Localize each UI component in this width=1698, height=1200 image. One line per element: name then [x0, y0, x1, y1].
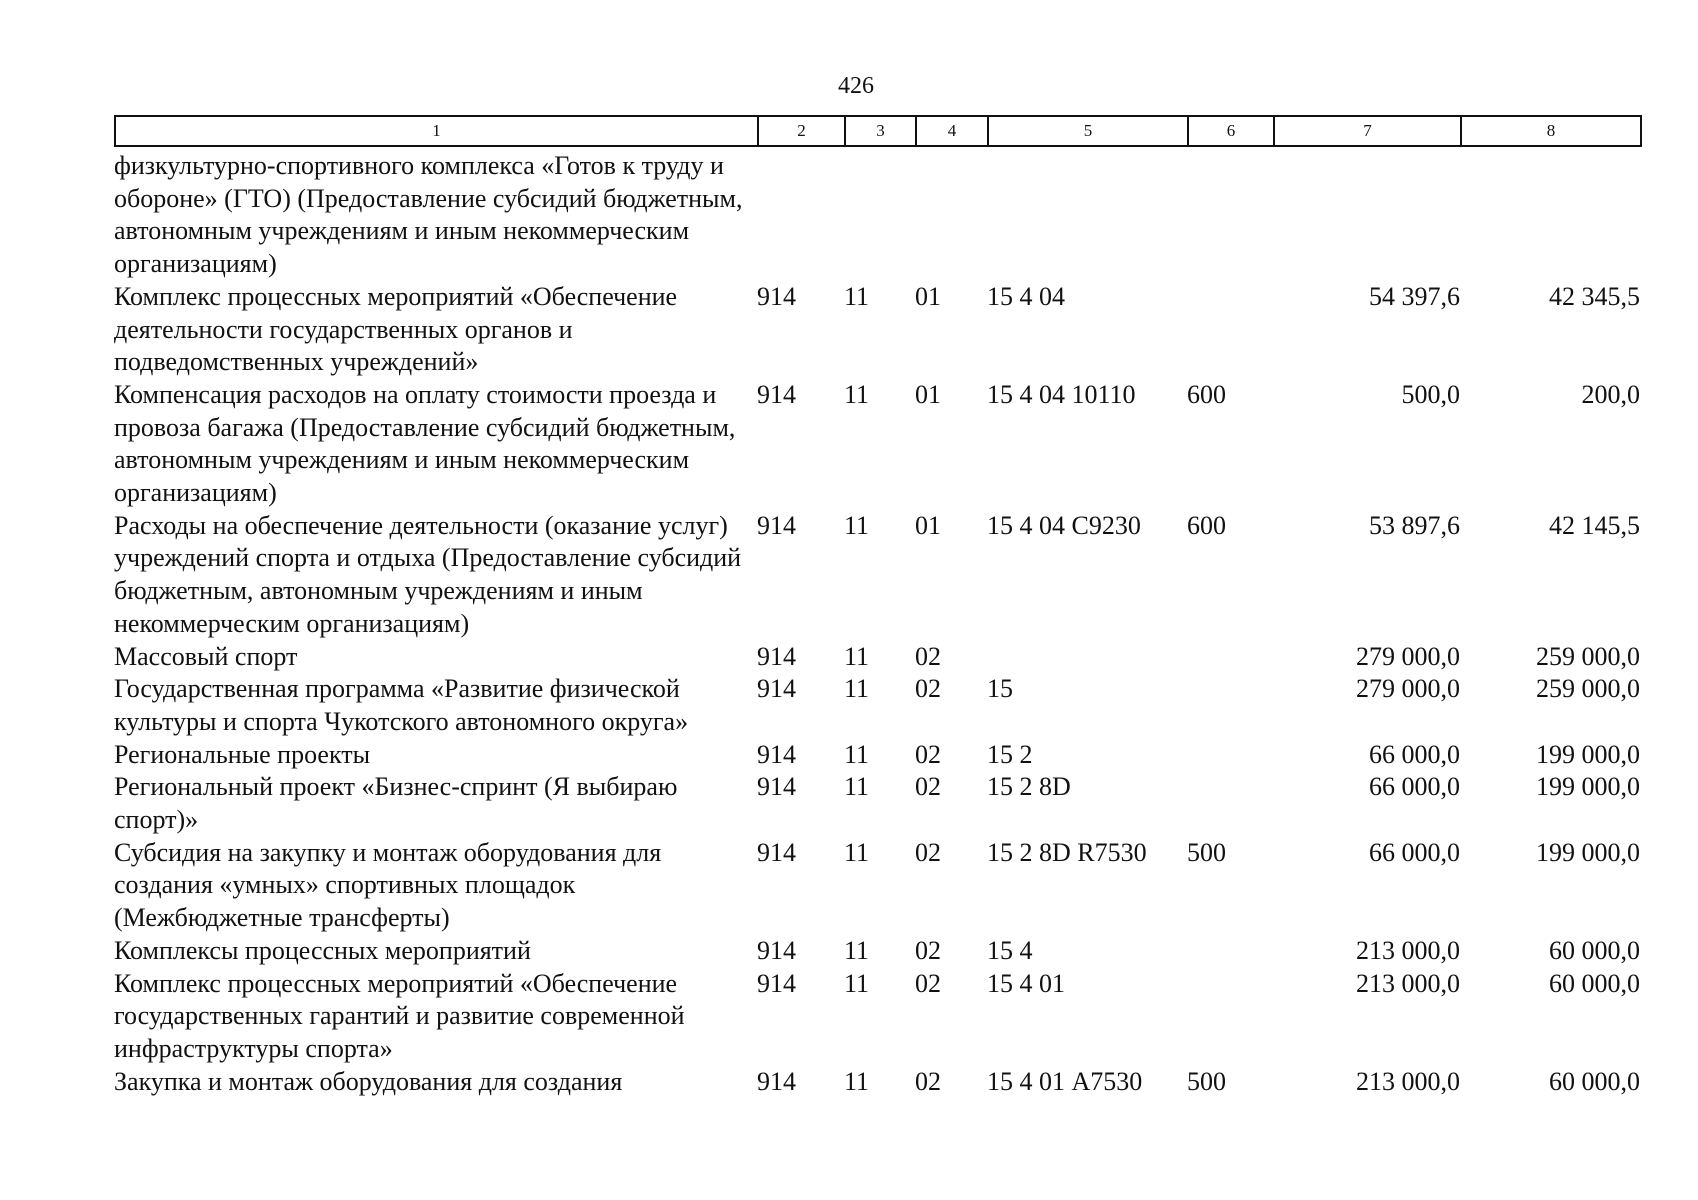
- cell-amount-col-8: 42 145,5: [1549, 510, 1640, 540]
- cell-subsection: 01: [915, 379, 941, 409]
- cell-target-article: [987, 150, 1187, 281]
- table-row: [114, 150, 1640, 281]
- cell-grbs: 914: [757, 674, 796, 704]
- table-row: [114, 968, 1640, 1066]
- cell-name: Субсидия на закупку и монтаж оборудования для создания «умных» спортивных площадок (Межбюджетные трансферты): [114, 837, 662, 933]
- cell-expense-type: [1187, 150, 1273, 281]
- cell-amount-col-7: 66 000,0: [1369, 837, 1460, 867]
- cell-grbs: 914: [757, 641, 796, 671]
- cell-name: Комплексы процессных мероприятий: [114, 935, 531, 965]
- cell-subsection: 02: [915, 968, 941, 998]
- cell-target-article: 15 4 04 С9230: [987, 510, 1141, 540]
- cell-name: Государственная программа «Развитие физической культуры и спорта Чукотского автономного округа»: [114, 674, 689, 736]
- table-row: [114, 935, 1640, 968]
- cell-expense-type: [1187, 935, 1273, 968]
- cell-amount-col-8: 200,0: [1581, 379, 1640, 409]
- cell-grbs: 914: [757, 379, 796, 409]
- cell-amount-col-8: 60 000,0: [1549, 968, 1640, 998]
- cell-section: 11: [844, 674, 870, 704]
- cell-section: 11: [844, 510, 870, 540]
- cell-expense-type: 500: [1187, 837, 1226, 867]
- cell-target-article: 15 2 8D R7530: [987, 837, 1147, 867]
- header-col-5: 5: [988, 116, 1188, 146]
- cell-section: 11: [844, 739, 870, 769]
- page-number: 426: [838, 73, 874, 99]
- cell-expense-type: [1187, 771, 1273, 836]
- cell-amount-col-7: 213 000,0: [1356, 935, 1460, 965]
- cell-name: Расходы на обеспечение деятельности (оказание услуг) учреждений спорта и отдыха (Предоставление субсидий бюджетным, автономным учреждениям и иным некоммерческим организациям): [114, 510, 742, 638]
- cell-subsection: 02: [915, 739, 941, 769]
- header-col-1: 1: [115, 116, 758, 146]
- header-col-8: 8: [1461, 116, 1641, 146]
- header-col-2: 2: [758, 116, 845, 146]
- cell-target-article: [987, 641, 1187, 674]
- cell-amount-col-8: 199 000,0: [1536, 837, 1640, 867]
- cell-grbs: 914: [757, 1066, 796, 1096]
- table-row: [114, 1066, 1640, 1099]
- cell-section: 11: [844, 935, 870, 965]
- cell-amount-col-8: 60 000,0: [1549, 935, 1640, 965]
- cell-target-article: 15 4: [987, 935, 1033, 965]
- cell-amount-col-7: 213 000,0: [1356, 968, 1460, 998]
- cell-name: Компенсация расходов на оплату стоимости проезда и провоза багажа (Предоставление субсидий бюджетным, автономным учреждениям и иным некоммерческим организациям): [114, 379, 736, 508]
- table-row: [114, 739, 1640, 772]
- cell-target-article: 15 2 8D: [987, 772, 1071, 802]
- cell-target-article: 15 4 04 10110: [987, 379, 1136, 409]
- cell-expense-type: 600: [1187, 510, 1226, 540]
- cell-subsection: 01: [915, 281, 941, 311]
- cell-amount-col-8: 259 000,0: [1536, 641, 1640, 671]
- cell-subsection: 02: [915, 935, 941, 965]
- cell-amount-col-7: 53 897,6: [1369, 510, 1460, 540]
- cell-section: 11: [844, 837, 870, 867]
- cell-expense-type: 600: [1187, 379, 1226, 409]
- cell-name: Закупка и монтаж оборудования для создания: [114, 1066, 623, 1096]
- cell-subsection: 02: [915, 837, 941, 867]
- cell-target-article: 15 4 04: [987, 281, 1065, 311]
- cell-expense-type: [1187, 968, 1273, 1066]
- cell-amount-col-7: 66 000,0: [1369, 739, 1460, 769]
- cell-section: 11: [844, 1066, 870, 1096]
- cell-expense-type: [1187, 673, 1273, 738]
- header-col-4: 4: [916, 116, 988, 146]
- cell-grbs: 914: [757, 281, 796, 311]
- cell-amount-col-7: [1273, 150, 1460, 281]
- cell-amount-col-7: 213 000,0: [1356, 1066, 1460, 1096]
- cell-amount-col-8: 199 000,0: [1536, 772, 1640, 802]
- cell-subsection: [915, 150, 987, 281]
- cell-name: физкультурно-спортивного комплекса «Готов к труду и обороне» (ГТО) (Предоставление субсидий бюджетным, автономным учреждениям и иным некоммерческим организациям): [114, 151, 743, 279]
- cell-section: 11: [844, 968, 870, 998]
- cell-grbs: [757, 150, 844, 281]
- table-row: [114, 837, 1640, 935]
- cell-section: 11: [844, 772, 870, 802]
- cell-target-article: 15 4 01: [987, 968, 1065, 998]
- cell-subsection: 02: [915, 1066, 941, 1096]
- cell-grbs: 914: [757, 739, 796, 769]
- table-row: [114, 771, 1640, 836]
- table-row: [114, 510, 1640, 641]
- cell-amount-col-8: 60 000,0: [1549, 1066, 1640, 1096]
- cell-grbs: 914: [757, 772, 796, 802]
- cell-target-article: 15 4 01 А7530: [987, 1066, 1143, 1096]
- cell-section: 11: [844, 281, 870, 311]
- cell-name: Массовый спорт: [114, 641, 298, 671]
- cell-section: [844, 150, 915, 281]
- cell-expense-type: [1187, 641, 1273, 674]
- table-row: [114, 641, 1640, 674]
- cell-subsection: 02: [915, 772, 941, 802]
- cell-grbs: 914: [757, 968, 796, 998]
- header-col-7: 7: [1274, 116, 1461, 146]
- cell-amount-col-7: 66 000,0: [1369, 772, 1460, 802]
- budget-table: [114, 150, 1640, 1098]
- cell-subsection: 02: [915, 641, 941, 671]
- cell-expense-type: [1187, 739, 1273, 772]
- cell-amount-col-8: 259 000,0: [1536, 674, 1640, 704]
- column-number-header: [114, 115, 1642, 147]
- cell-amount-col-7: 500,0: [1401, 379, 1460, 409]
- cell-expense-type: 500: [1187, 1066, 1226, 1096]
- cell-amount-col-7: 279 000,0: [1356, 674, 1460, 704]
- cell-grbs: 914: [757, 510, 796, 540]
- cell-amount-col-8: [1460, 150, 1640, 281]
- cell-expense-type: [1187, 281, 1273, 379]
- cell-amount-col-8: 199 000,0: [1536, 739, 1640, 769]
- cell-subsection: 01: [915, 510, 941, 540]
- cell-amount-col-7: 54 397,6: [1369, 281, 1460, 311]
- cell-name: Региональный проект «Бизнес-спринт (Я выбираю спорт)»: [114, 772, 678, 835]
- header-col-3: 3: [845, 116, 916, 146]
- cell-target-article: 15: [987, 674, 1013, 704]
- cell-name: Комплекс процессных мероприятий «Обеспечение деятельности государственных органов и подведомственных учреждений»: [114, 281, 678, 377]
- cell-grbs: 914: [757, 935, 796, 965]
- header-col-6: 6: [1188, 116, 1274, 146]
- cell-name: Региональные проекты: [114, 739, 371, 769]
- cell-section: 11: [844, 379, 870, 409]
- table-row: [114, 379, 1640, 510]
- cell-grbs: 914: [757, 837, 796, 867]
- cell-name: Комплекс процессных мероприятий «Обеспечение государственных гарантий и развитие современной инфраструктуры спорта»: [114, 968, 685, 1063]
- table-row: [114, 281, 1640, 379]
- cell-section: 11: [844, 641, 870, 671]
- cell-amount-col-8: 42 345,5: [1549, 281, 1640, 311]
- cell-amount-col-7: 279 000,0: [1356, 641, 1460, 671]
- cell-subsection: 02: [915, 674, 941, 704]
- table-row: [114, 673, 1640, 738]
- cell-target-article: 15 2: [987, 739, 1033, 769]
